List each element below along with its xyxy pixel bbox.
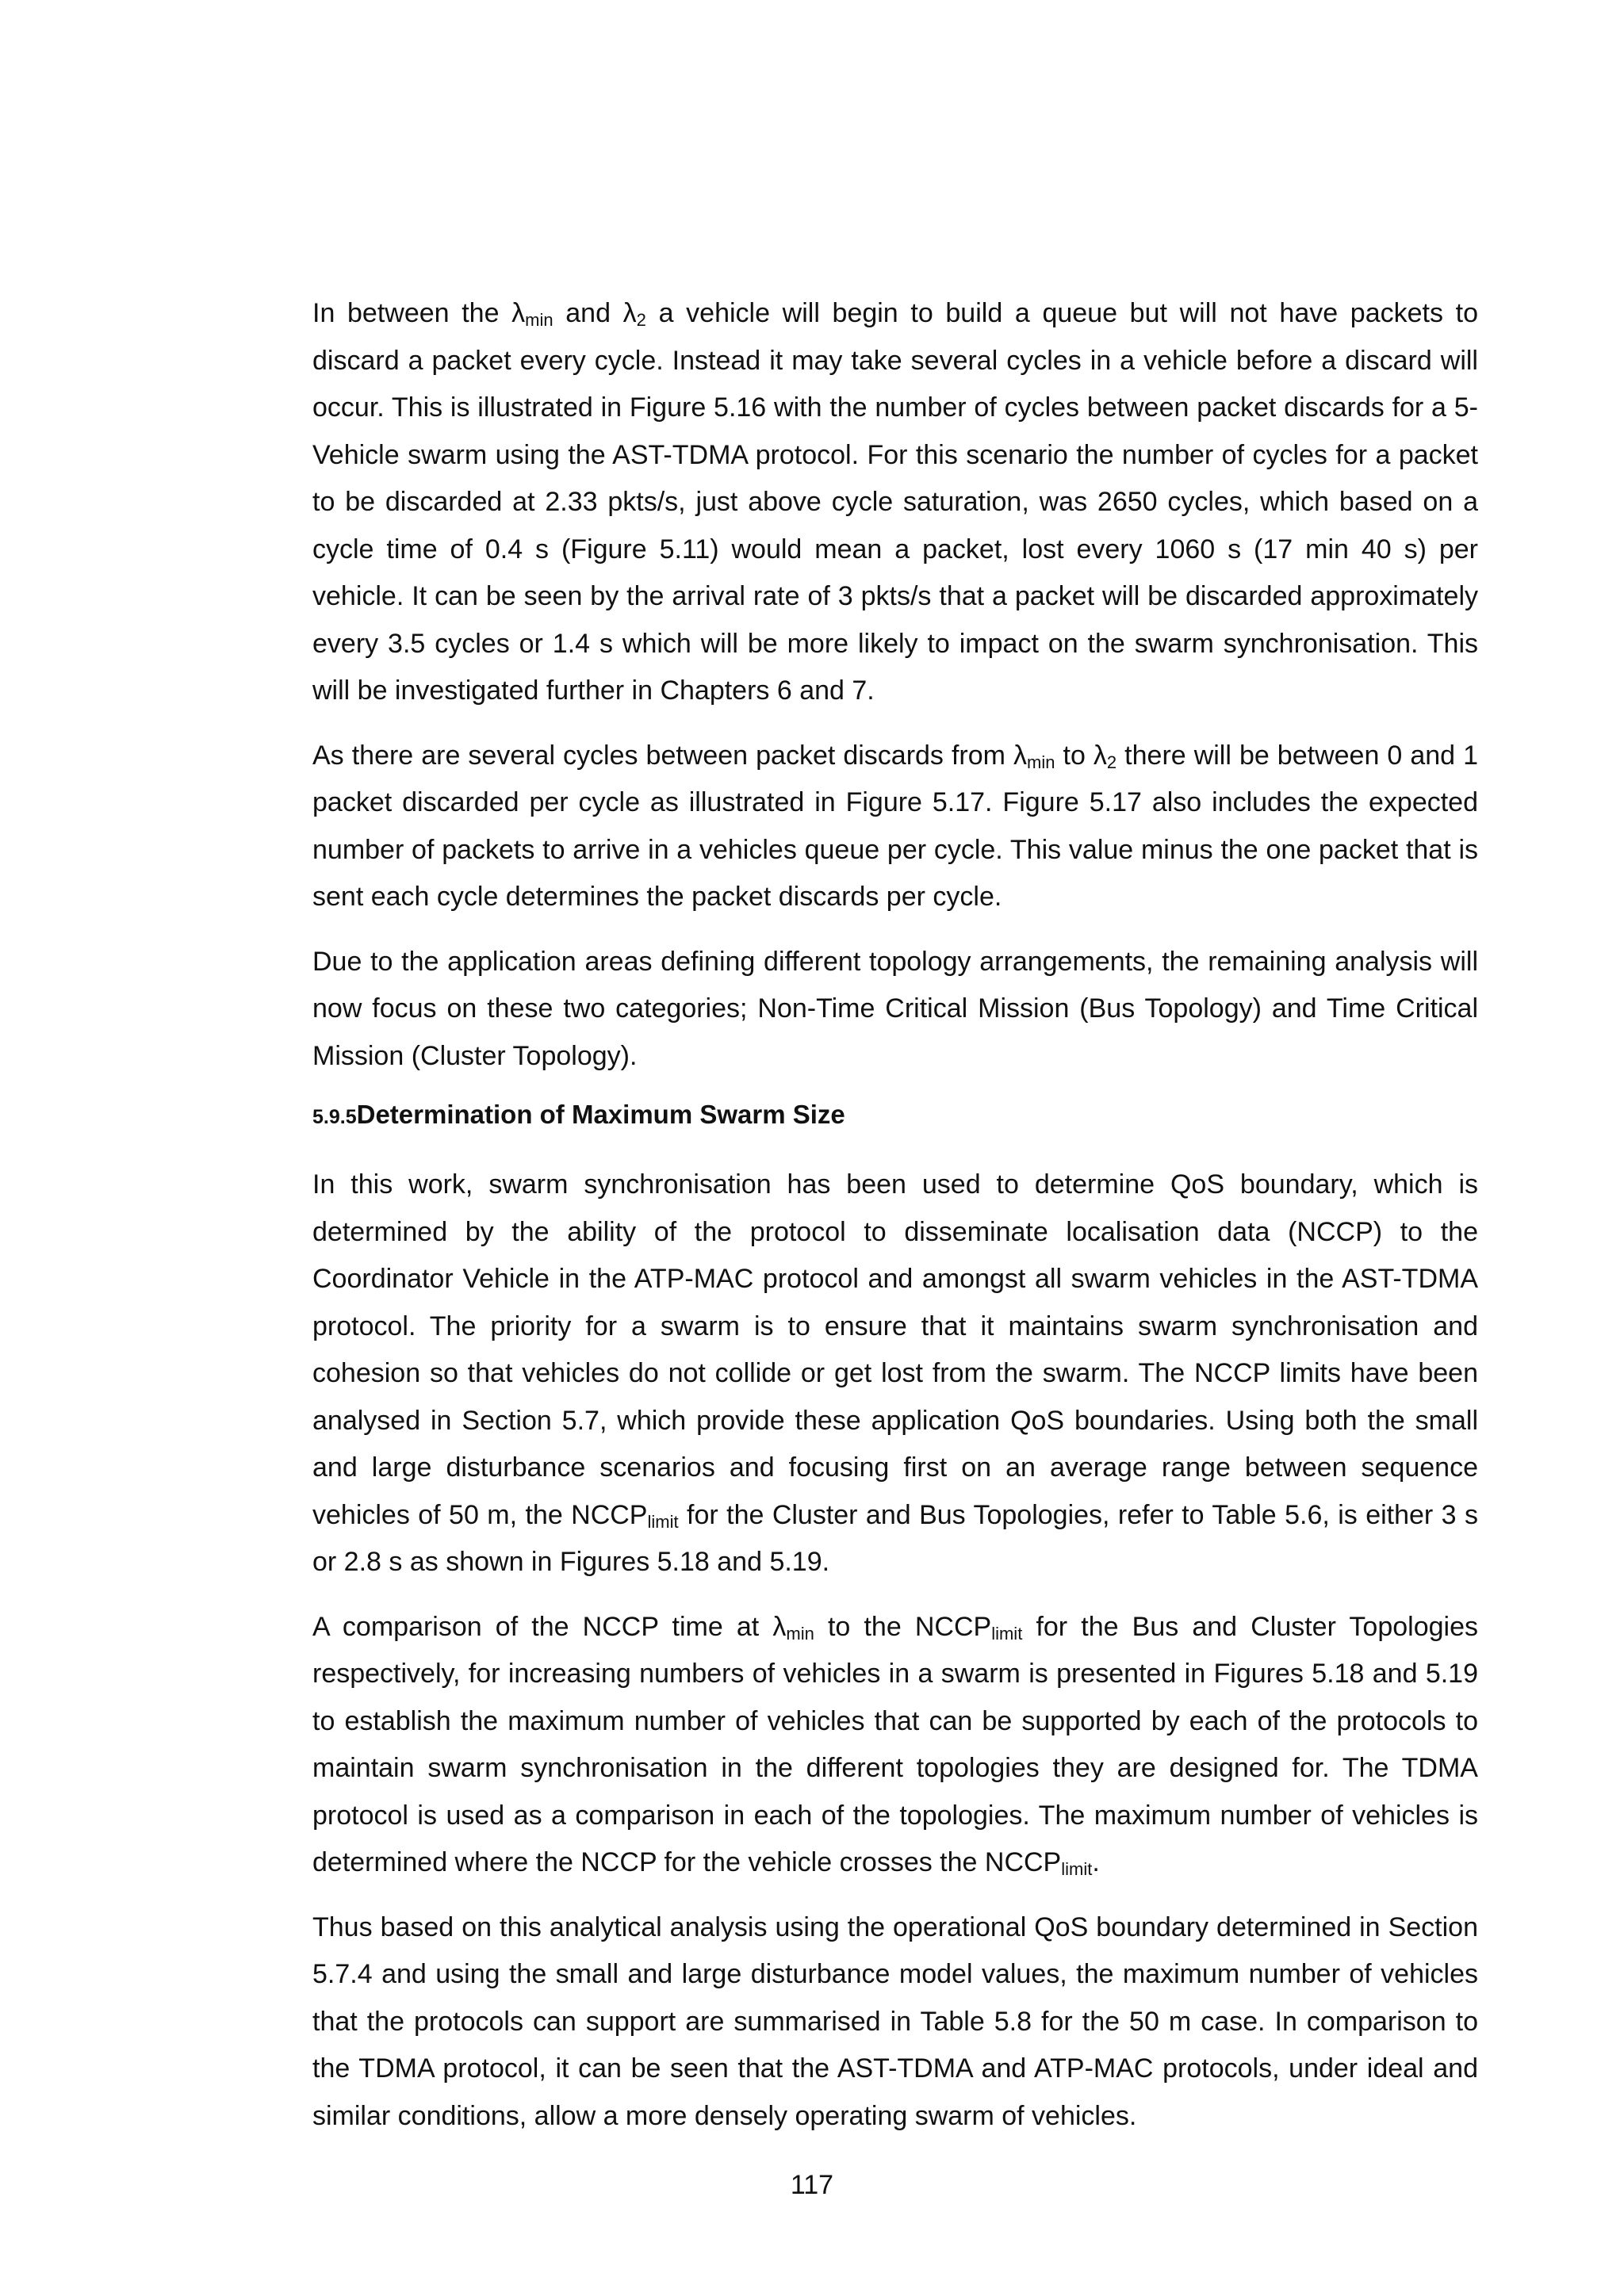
page-body	[312, 290, 1478, 2157]
section-title: Determination of Maximum Swarm Size	[356, 1100, 845, 1129]
paragraph-maximum-vehicles-summary: Thus based on this analytical analysis using the operational QoS boundary determined in Section 5.7.4 and using the small and large disturbance model values, the maximum number of vehicles that the protocols can support are summarised in Table 5.8 for the 50 m case. In comparison to the TDMA protocol, it can be seen that the AST-TDMA and ATP-MAC protocols, under ideal and similar conditions, allow a more densely operating swarm of vehicles.	[312, 1911, 1478, 2131]
section-number: 5.9.5	[312, 1106, 357, 1128]
page-number: 117	[790, 2170, 834, 2200]
paragraph-queue-build-up: In between the $\lambda_{min}$ and $\lambda_2$ a vehicle will begin to build a queue but will not have packets to discard a packet every cycle. Instead it may take several cycles in a vehicle before a discard will occur. This is illustrated in Figure 5.16 with the number of cycles between packet discards for a 5-Vehicle swarm using the AST-TDMA protocol. For this scenario the number of cycles for a packet to be discarded at 2.33 pkts/s, just above cycle saturation, was 2650 cycles, which based on a cycle time of 0.4 s (Figure 5.11) would mean a packet, lost every 1060 s (17 min 40 s) per vehicle. It can be seen by the arrival rate of 3 pkts/s that a packet will be discarded approximately every 3.5 cycles or 1.4 s which will be more likely to impact on the swarm synchronisation. This will be investigated further in Chapters 6 and 7.	[312, 298, 1478, 706]
paragraph-packet-discards: As there are several cycles between packet discards from $\lambda_{min}$ to $\lambda_2$ there will be between 0 and 1 packet discarded per cycle as illustrated in Figure 5.17. Figure 5.17 also includes the expected number of packets to arrive in a vehicles queue per cycle. This value minus the one packet that is sent each cycle determines the packet discards per cycle.	[312, 740, 1478, 912]
paragraph-swarm-synchronisation: In this work, swarm synchronisation has been used to determine QoS boundary, which is determined by the ability of the protocol to disseminate localisation data (NCCP) to the Coordinator Vehicle in the ATP-MAC protocol and amongst all swarm vehicles in the AST-TDMA protocol. The priority for a swarm is to ensure that it maintains swarm synchronisation and cohesion so that vehicles do not collide or get lost from the swarm. The NCCP limits have been analysed in Section 5.7, which provide these application QoS boundaries. Using both the small and large disturbance scenarios and focusing first on an average range between sequence vehicles of 50 m, the $NCCP_{limit}$ for the Cluster and Bus Topologies, refer to Table 5.6, is either 3 s or 2.8 s as shown in Figures 5.18 and 5.19.	[312, 1169, 1479, 1577]
section-heading	[312, 1097, 1478, 1138]
paragraph-topology-categories: Due to the application areas defining different topology arrangements, the remaining analysis will now focus on these two categories; Non-Time Critical Mission (Bus Topology) and Time Critical Mission (Cluster Topology).	[312, 946, 1478, 1071]
paragraph-nccp-comparison: A comparison of the NCCP time at $\lambda_{min}$ to the $NCCP_{limit}$ for the Bus and Cluster Topologies respectively, for increasing numbers of vehicles in a swarm is presented in Figures 5.18 and 5.19 to establish the maximum number of vehicles that can be supported by each of the protocols to maintain swarm synchronisation in the different topologies they are designed for. The TDMA protocol is used as a comparison in each of the topologies. The maximum number of vehicles is determined where the NCCP for the vehicle crosses the $NCCP_{limit}$.	[312, 1611, 1478, 1879]
